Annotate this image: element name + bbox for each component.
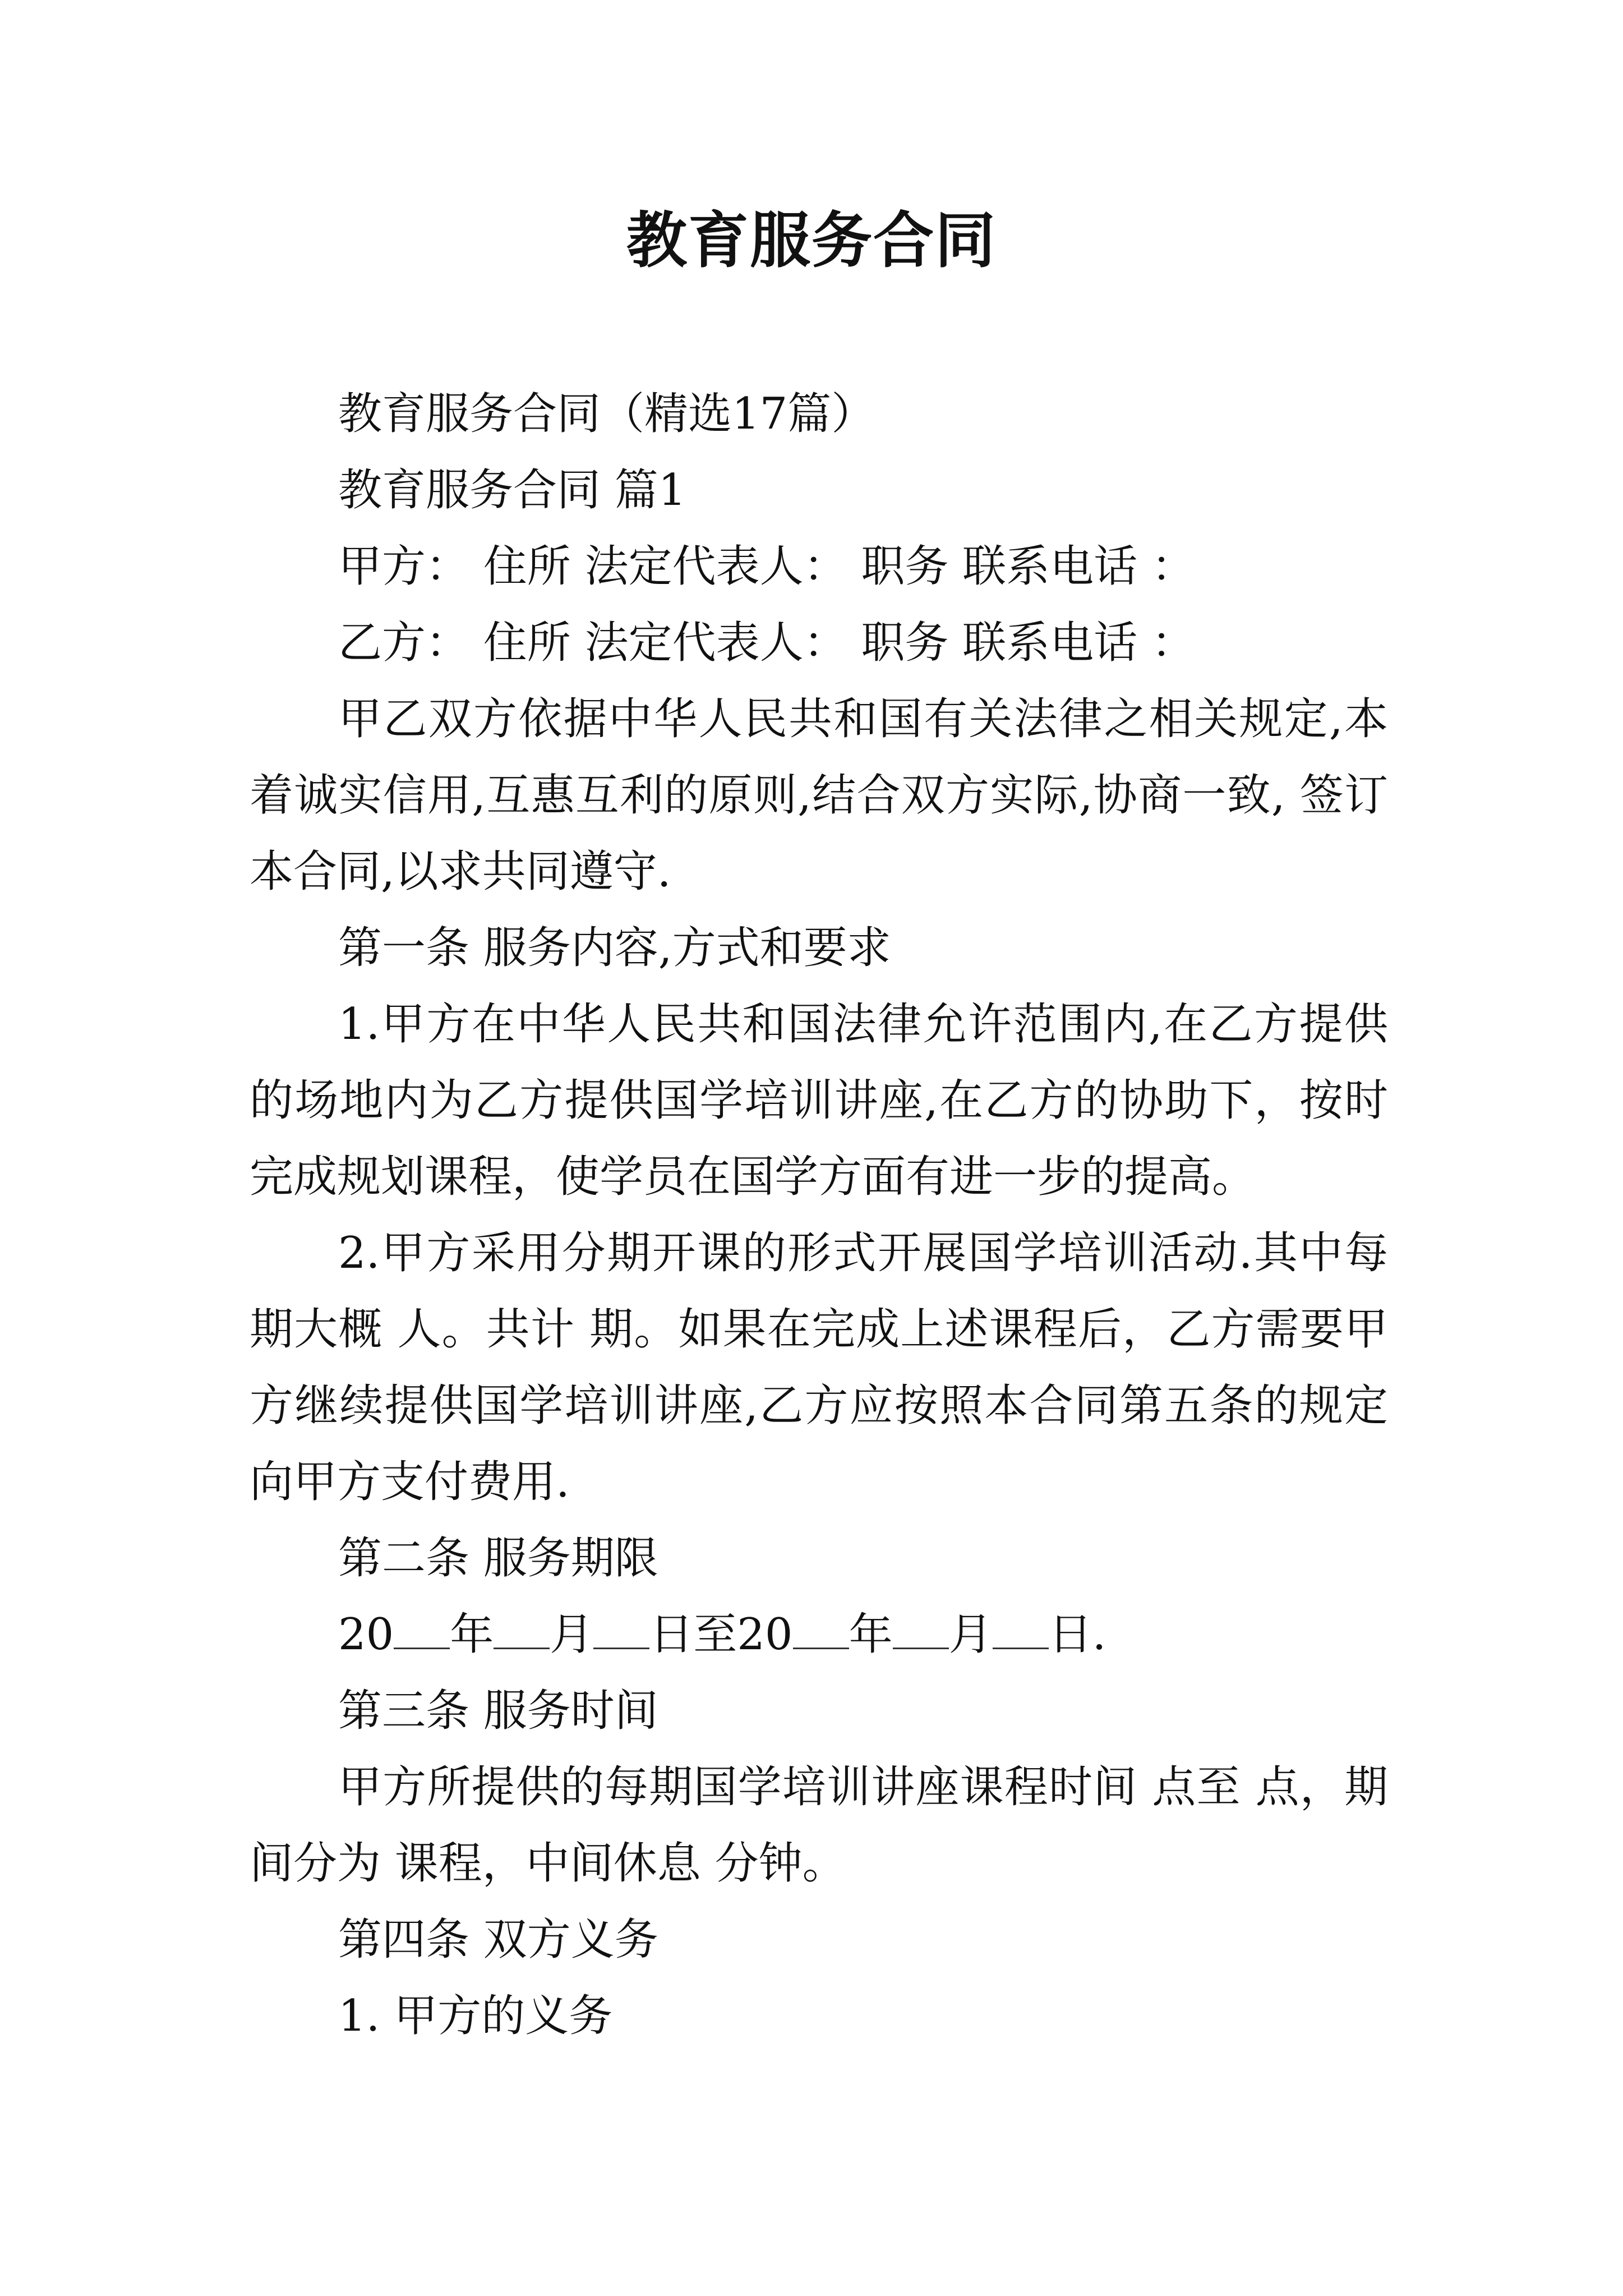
paragraph: 甲乙双方依据中华人民共和国有关法律之相关规定,本着诚实信用,互惠互利的原则,结合双方实际,协商一致, 签订本合同,以求共同遵守. — [250, 694, 1388, 897]
term-text: 日至20 — [649, 1609, 793, 1660]
term-text: 年 — [849, 1609, 893, 1660]
document-title: 教育服务合同 — [626, 206, 997, 276]
paragraph: 教育服务合同（精选17篇） — [338, 389, 875, 439]
blank-underline — [494, 1608, 550, 1649]
blank-underline — [793, 1608, 849, 1649]
term-text: 月 — [948, 1609, 993, 1660]
paragraph: 1.甲方在中华人民共和国法律允许范围内,在乙方提供的场地内为乙方提供国学培训讲座,在乙方的协助下，按时完成规划课程，使学员在国学方面有进一步的提高。 — [250, 999, 1388, 1202]
term-text: 日. — [1048, 1609, 1106, 1660]
paragraph: 1. 甲方的义务 — [338, 1991, 613, 2041]
blank-underline — [993, 1608, 1049, 1649]
paragraph: 第二条 服务期限 — [338, 1533, 658, 1584]
term-text: 月 — [550, 1609, 594, 1660]
service-term-line — [250, 1596, 1388, 1673]
paragraph: 2.甲方采用分期开课的形式开展国学培训活动.其中每期大概 人。共计 期。如果在完成上述课程后，乙方需要甲方继续提供国学培训讲座,乙方应按照本合同第五条的规定向甲方支付费用. — [250, 1228, 1388, 1507]
blank-underline — [593, 1608, 649, 1649]
term-text: 年 — [450, 1609, 494, 1660]
blank-underline — [394, 1608, 450, 1649]
paragraph: 甲方所提供的每期国学培训讲座课程时间 点至 点，期间分为 课程，中间休息 分钟。 — [250, 1762, 1388, 1889]
paragraph: 第三条 服务时间 — [338, 1686, 658, 1736]
blank-underline — [893, 1608, 949, 1649]
term-text: 20 — [338, 1609, 394, 1660]
paragraph: 乙方： 住所 法定代表人： 职务 联系电话 ： — [338, 618, 1195, 668]
paragraph: 第一条 服务内容,方式和要求 — [338, 923, 891, 973]
paragraph: 教育服务合同 篇1 — [338, 465, 686, 516]
paragraph: 甲方： 住所 法定代表人： 职务 联系电话 ： — [338, 541, 1195, 592]
document-body — [250, 376, 1388, 2054]
paragraph: 第四条 双方义务 — [338, 1915, 658, 1965]
